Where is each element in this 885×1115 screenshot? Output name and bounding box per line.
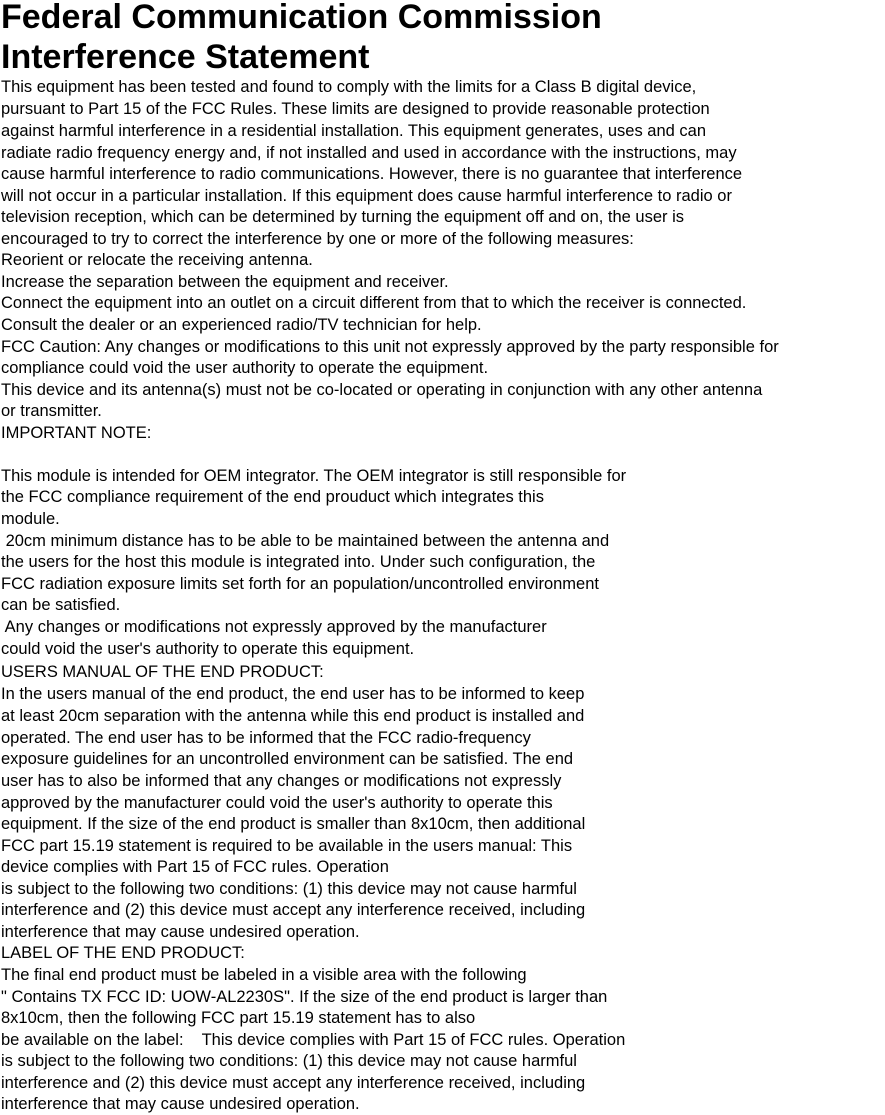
section-heading-label: LABEL OF THE END PRODUCT: [1,944,245,962]
body-line: approved by the manufacturer could void the user's authority to operate this [1,794,553,812]
body-line: encouraged to try to correct the interference by one or more of the following measures: [1,230,634,248]
body-line: interference that may cause undesired operation. [1,923,360,941]
body-line: interference and (2) this device must accept any interference received, including [1,901,586,919]
body-line: user has to also be informed that any changes or modifications not expressly [1,772,562,790]
section-heading-important-note: IMPORTANT NOTE: [1,424,152,442]
body-line: 20cm minimum distance has to be able to be maintained between the antenna and [1,532,610,550]
body-line: television reception, which can be determined by turning the equipment off and on, the user is [1,208,685,226]
body-line: or transmitter. [1,402,102,420]
measure-item: Reorient or relocate the receiving antenna. [1,251,313,269]
section-heading-users-manual: USERS MANUAL OF THE END PRODUCT: [1,663,324,681]
body-line: is subject to the following two conditions: (1) this device may not cause harmful [1,1052,577,1070]
body-line: interference that may cause undesired operation. [1,1095,360,1113]
measure-item: Connect the equipment into an outlet on a circuit different from that to which the receiver is connected. [1,294,747,312]
body-line: This equipment has been tested and found to comply with the limits for a Class B digital device, [1,78,697,96]
body-line: equipment. If the size of the end product is smaller than 8x10cm, then additional [1,815,586,833]
body-line: Any changes or modifications not expressly approved by the manufacturer [1,618,547,636]
measure-item: Consult the dealer or an experienced radio/TV technician for help. [1,316,482,334]
body-line: could void the user's authority to operate this equipment. [1,640,415,658]
body-line: In the users manual of the end product, the end user has to be informed to keep [1,685,585,703]
body-line: FCC Caution: Any changes or modifications to this unit not expressly approved by the party responsible for [1,338,779,356]
body-line: FCC part 15.19 statement is required to be available in the users manual: This [1,837,573,855]
body-line: can be satisfied. [1,596,121,614]
body-line: module. [1,510,60,528]
body-line: The final end product must be labeled in a visible area with the following [1,966,527,984]
measure-item: Increase the separation between the equipment and receiver. [1,273,449,291]
body-line: against harmful interference in a residential installation. This equipment generates, uses and can [1,122,707,140]
body-line: interference and (2) this device must accept any interference received, including [1,1074,586,1092]
body-line: will not occur in a particular installation. If this equipment does cause harmful interference to radio or [1,187,732,205]
body-line: This module is intended for OEM integrator. The OEM integrator is still responsible for [1,467,627,485]
body-line: cause harmful interference to radio communications. However, there is no guarantee that interference [1,165,743,183]
body-line: be available on the label: This device complies with Part 15 of FCC rules. Operation [1,1031,626,1049]
body-line: This device and its antenna(s) must not be co-located or operating in conjunction with any other antenna [1,381,763,399]
body-line: the users for the host this module is integrated into. Under such configuration, the [1,553,596,571]
body-line: at least 20cm separation with the antenna while this end product is installed and [1,707,585,725]
body-line: operated. The end user has to be informed that the FCC radio-frequency [1,729,531,747]
body-line: pursuant to Part 15 of the FCC Rules. These limits are designed to provide reasonable protection [1,100,710,118]
body-line: radiate radio frequency energy and, if not installed and used in accordance with the instructions, may [1,144,737,162]
body-line: compliance could void the user authority to operate the equipment. [1,359,489,377]
title-line-2: Interference Statement [1,38,370,76]
body-line: the FCC compliance requirement of the end prouduct which integrates this [1,488,544,506]
body-line: FCC radiation exposure limits set forth for an population/uncontrolled environment [1,575,599,593]
body-line: device complies with Part 15 of FCC rules. Operation [1,858,389,876]
body-line: " Contains TX FCC ID: UOW-AL2230S". If the size of the end product is larger than [1,988,608,1006]
title-line-1: Federal Communication Commission [1,0,602,36]
body-line: is subject to the following two conditions: (1) this device may not cause harmful [1,880,577,898]
body-line: exposure guidelines for an uncontrolled environment can be satisfied. The end [1,750,574,768]
body-line: 8x10cm, then the following FCC part 15.19 statement has to also [1,1009,476,1027]
